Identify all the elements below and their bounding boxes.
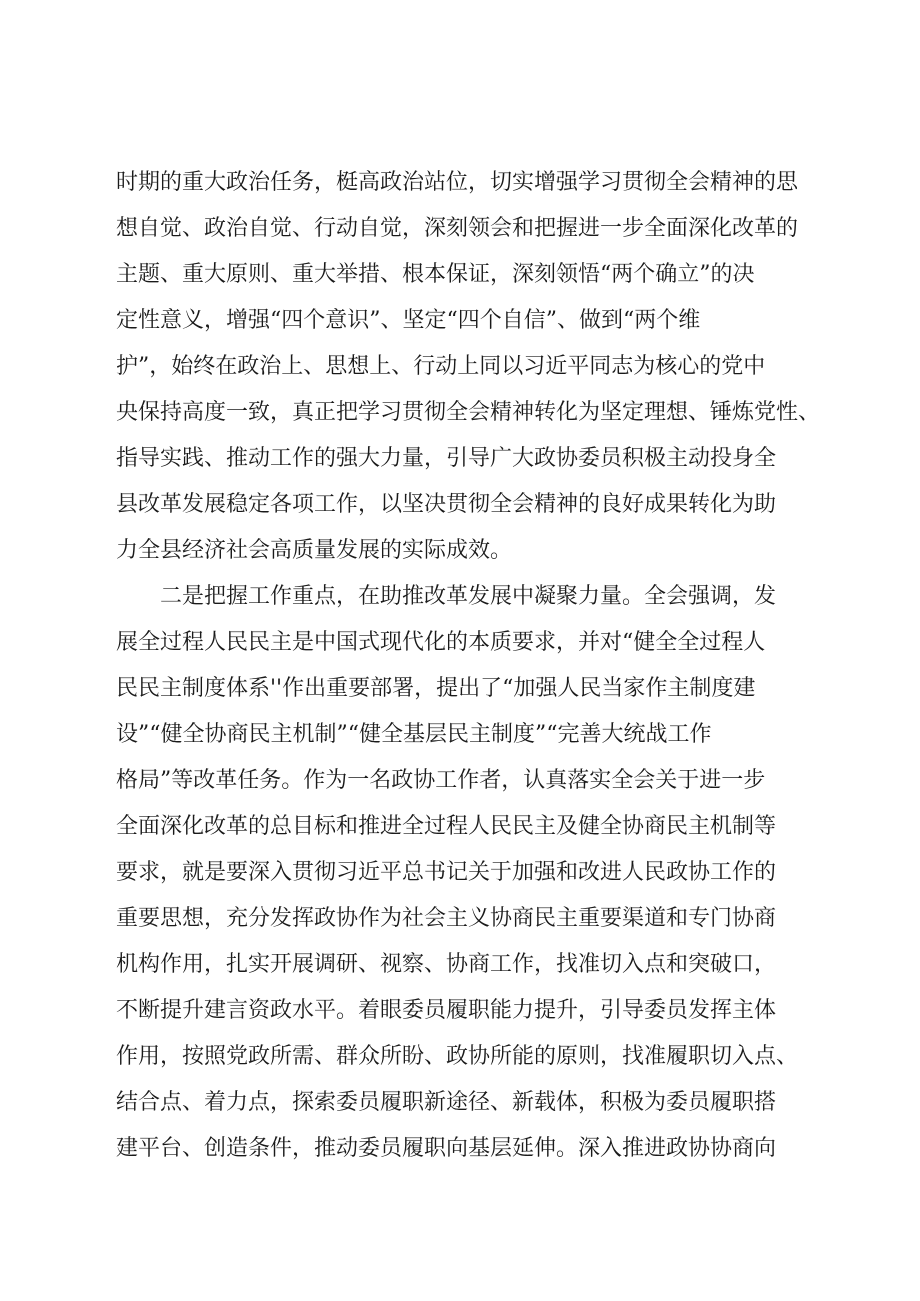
paragraph-start-line: 二是把握工作重点，在助推改革发展中凝聚力量。全会强调，发 [160, 584, 777, 609]
text-line: 力全县经济社会高质量发展的实际成效。 [116, 538, 513, 563]
text-line: 设”“健全协商民主机制”“健全基层民主制度”“完善大统战工作 [116, 722, 712, 747]
text-line: 县改革发展稳定各项工作，以坚决贯彻全会精神的良好成果转化为助 [116, 492, 777, 517]
text-line: 重要思想，充分发挥政协作为社会主义协商民主重要渠道和专门协商 [116, 906, 777, 931]
text-line: 指导实践、推动工作的强大力量，引导广大政协委员积极主动投身全 [116, 446, 777, 471]
text-line: 主题、重大原则、重大举措、根本保证，深刻领悟“两个确立”的决 [116, 262, 755, 287]
text-line: 格局”等改革任务。作为一名政协工作者，认真落实全会关于进一步 [116, 768, 766, 793]
text-line: 结合点、着力点，探索委员履职新途径、新载体，积极为委员履职搭 [116, 1090, 777, 1115]
text-line: 全面深化改革的总目标和推进全过程人民民主及健全协商民主机制等 [116, 814, 777, 839]
text-line: 作用，按照党政所需、群众所盼、政协所能的原则，找准履职切入点、 [116, 1044, 799, 1069]
text-line: 定性意义，增强“四个意识”、坚定“四个自信”、做到“两个维 [116, 308, 701, 333]
text-line: 要求，就是要深入贯彻习近平总书记关于加强和改进人民政协工作的 [116, 860, 777, 885]
text-line: 建平台、创造条件，推动委员履职向基层延伸。深入推进政协协商向 [116, 1136, 777, 1161]
body-text [116, 160, 836, 1172]
text-line: 时期的重大政治任务，梃高政治站位，切实增强学习贯彻全会精神的思 [116, 170, 799, 195]
text-line: 央保持高度一致，真正把学习贯彻全会精神转化为坚定理想、锤炼党性、 [116, 400, 821, 425]
text-line: 机构作用，扎实开展调研、视察、协商工作，找准切入点和突破口， [116, 952, 777, 977]
text-line: 护”，始终在政治上、思想上、行动上同以习近平同志为核心的党中 [116, 354, 766, 379]
text-line: 不断提升建言资政水平。着眼委员履职能力提升，引导委员发挥主体 [116, 998, 777, 1023]
text-line: 想自觉、政治自觉、行动自觉，深刻领会和把握进一步全面深化改革的 [116, 216, 799, 241]
text-line: 民民主制度体系''作出重要部署，提出了“加强人民当家作主制度建 [116, 676, 756, 701]
text-line: 展全过程人民民主是中国式现代化的本质要求，并对“健全全过程人 [116, 630, 766, 655]
